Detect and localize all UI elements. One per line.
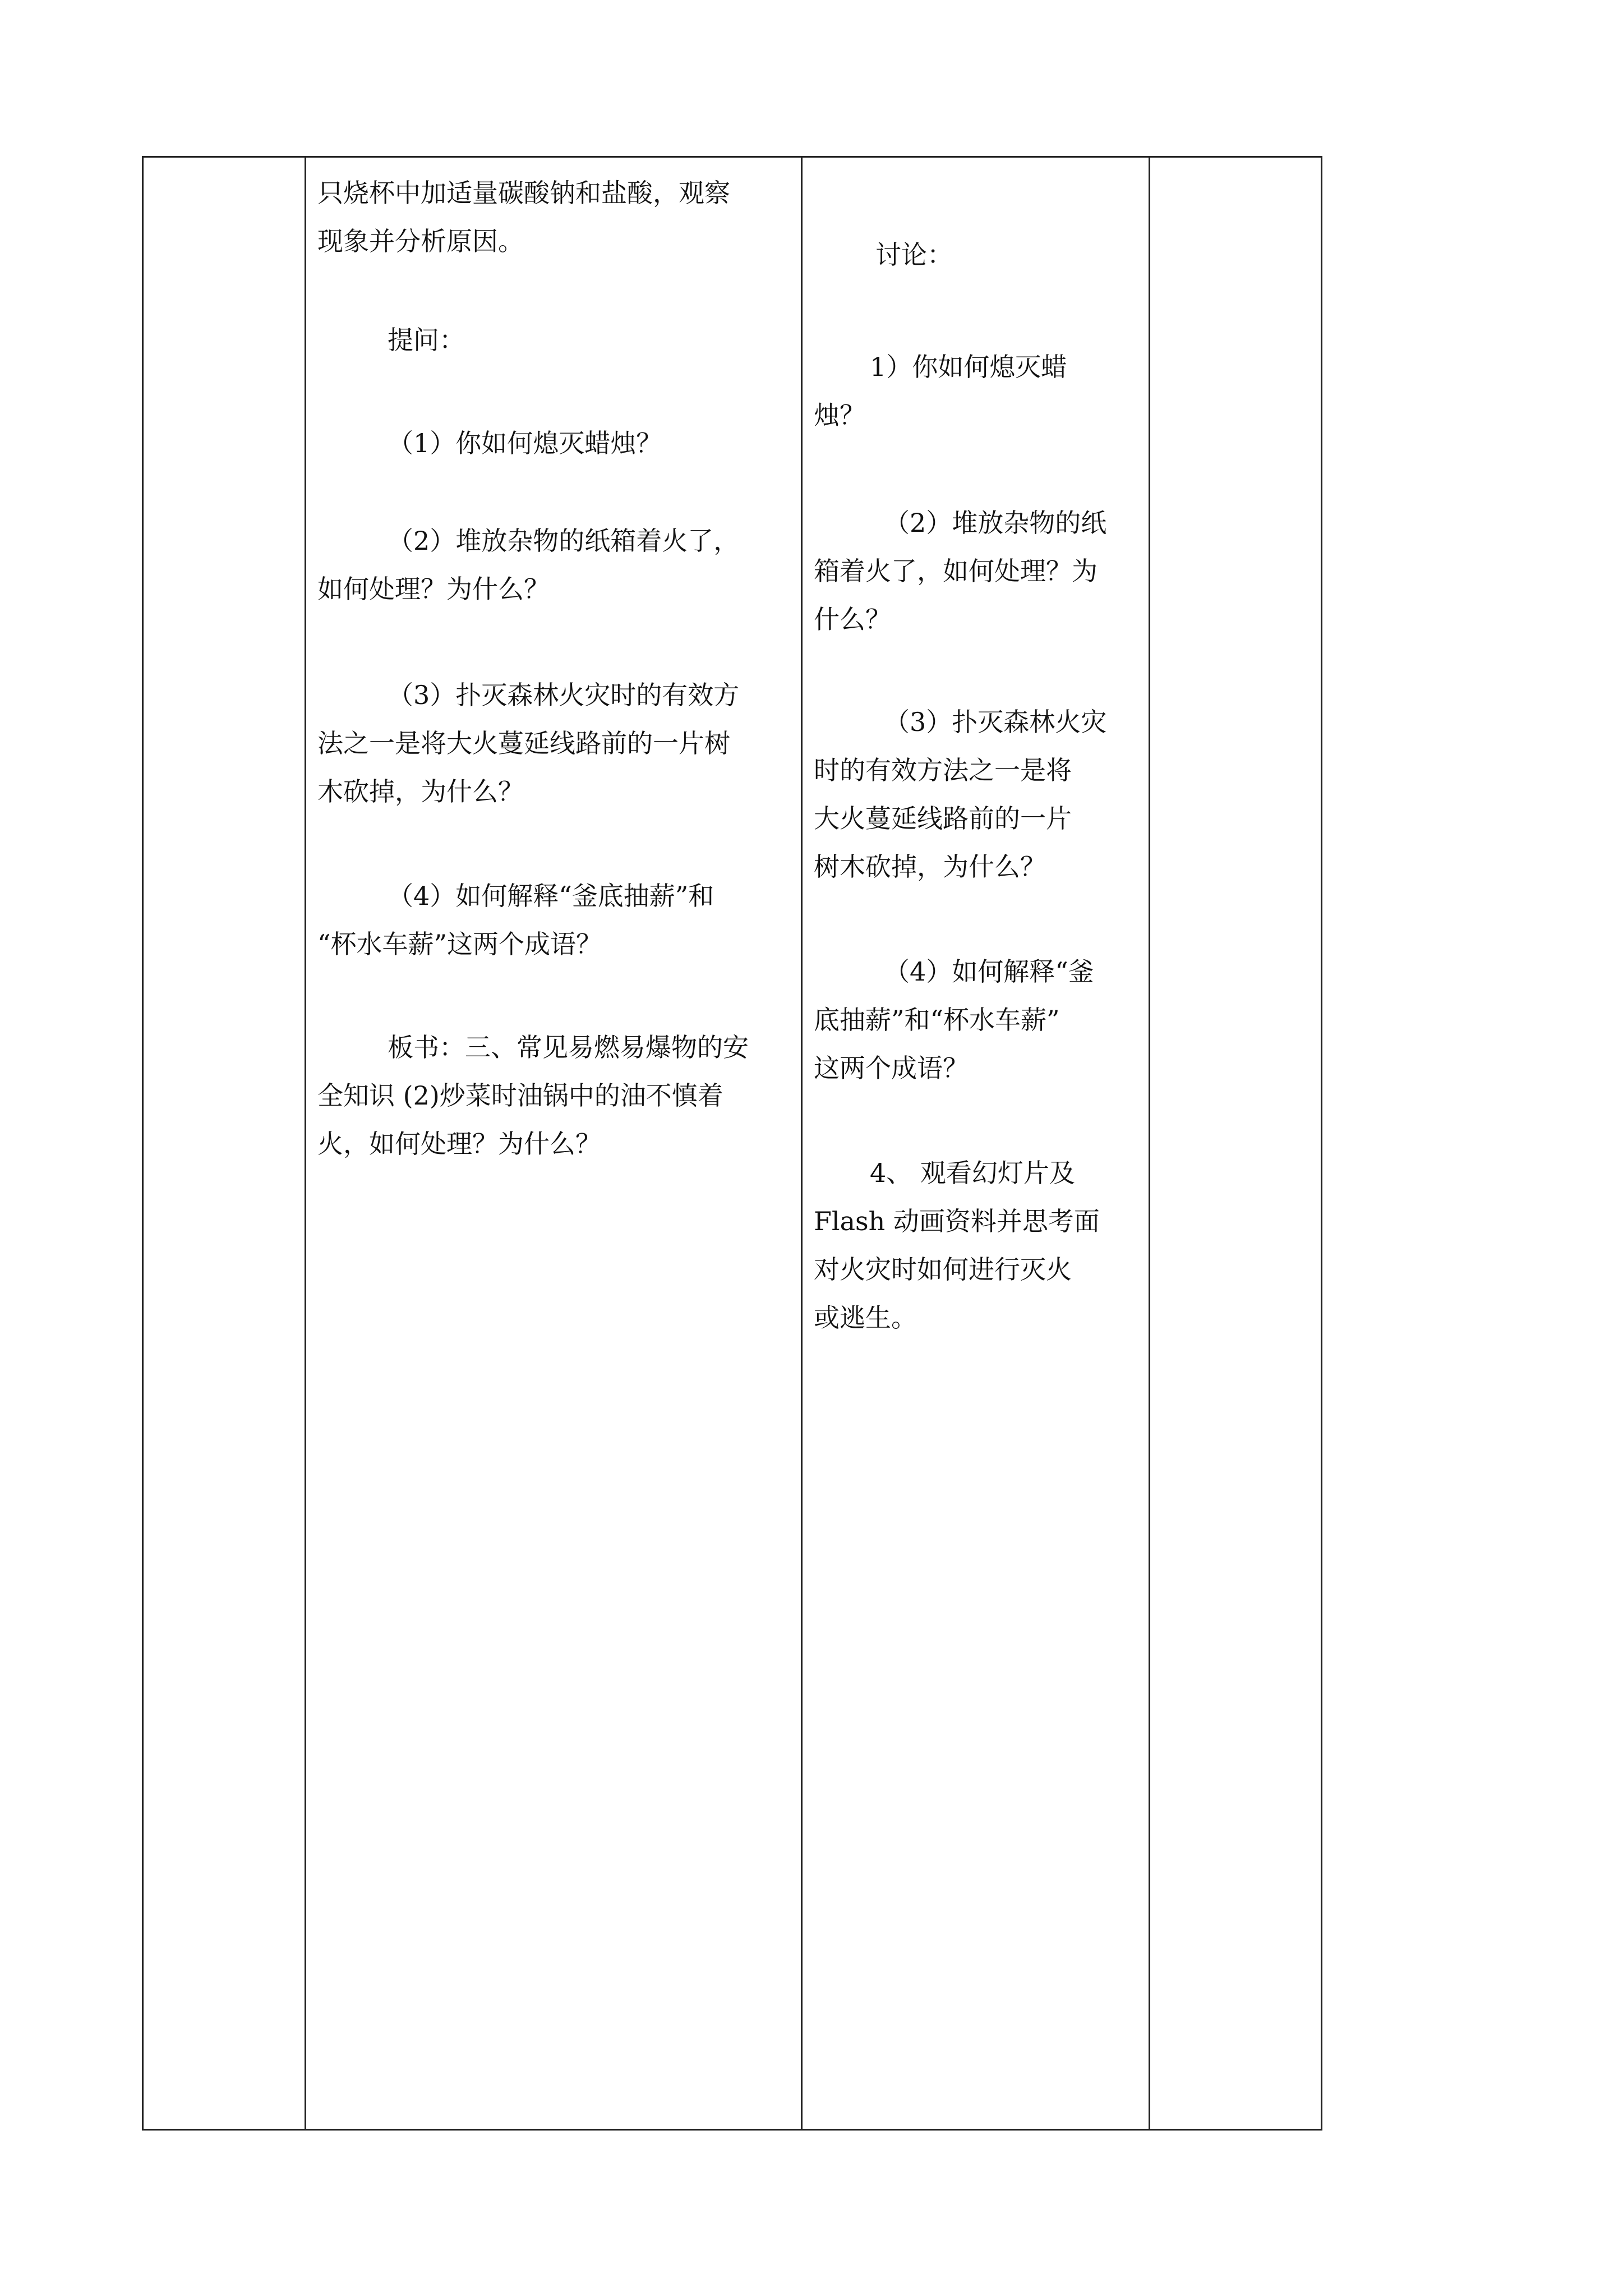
student-line: （4）如何解释“釜 bbox=[884, 956, 1094, 987]
teacher-line: （3）扑灭森林火灾时的有效方 bbox=[388, 680, 740, 710]
student-line: 或逃生。 bbox=[814, 1303, 917, 1333]
table-column-4 bbox=[1150, 158, 1321, 2129]
teacher-line: 提问： bbox=[388, 325, 465, 355]
student-line: 什么？ bbox=[814, 604, 891, 634]
student-line: 对火灾时如何进行灭火 bbox=[814, 1254, 1072, 1285]
teacher-line: 板书：三、常见易燃易爆物的安 bbox=[388, 1032, 749, 1062]
student-line: 1）你如何熄灭蜡 bbox=[870, 352, 1067, 382]
teacher-activity-column bbox=[306, 158, 803, 2129]
teacher-line: “杯水车薪”这两个成语？ bbox=[317, 929, 602, 959]
teacher-line: （2）堆放杂物的纸箱着火了， bbox=[388, 526, 740, 556]
student-line: 底抽薪”和“杯水车薪” bbox=[814, 1005, 1060, 1035]
student-line: 箱着火了，如何处理？为 bbox=[814, 556, 1098, 586]
student-line: 讨论： bbox=[875, 240, 953, 270]
student-line: 烛？ bbox=[814, 400, 865, 430]
student-line: 树木砍掉，为什么？ bbox=[814, 852, 1046, 882]
teacher-line: 现象并分析原因。 bbox=[317, 226, 524, 256]
teacher-line: （4）如何解释“釜底抽薪”和 bbox=[388, 881, 714, 911]
teacher-line: 如何处理？为什么？ bbox=[317, 574, 550, 604]
teacher-line: 火，如何处理？为什么？ bbox=[317, 1129, 601, 1159]
student-line: 这两个成语？ bbox=[814, 1053, 969, 1083]
student-line: 4、 观看幻灯片及 bbox=[870, 1158, 1075, 1188]
teacher-line: 木砍掉，为什么？ bbox=[317, 776, 524, 807]
student-line: （2）堆放杂物的纸 bbox=[884, 508, 1107, 538]
teacher-line: 全知识 (2)炒菜时油锅中的油不慎着 bbox=[317, 1080, 723, 1111]
teacher-line: 法之一是将大火蔓延线路前的一片树 bbox=[317, 728, 730, 758]
student-line: 大火蔓延线路前的一片 bbox=[814, 803, 1072, 834]
table-column-1 bbox=[144, 158, 306, 2129]
student-activity-column bbox=[803, 158, 1150, 2129]
teacher-line: 只烧杯中加适量碳酸钠和盐酸，观察 bbox=[317, 178, 730, 208]
teacher-line: （1）你如何熄灭蜡烛？ bbox=[388, 428, 662, 458]
student-line: Flash 动画资料并思考面 bbox=[814, 1206, 1100, 1236]
student-line: （3）扑灭森林火灾 bbox=[884, 707, 1107, 737]
lesson-plan-table bbox=[142, 156, 1322, 2131]
student-line: 时的有效方法之一是将 bbox=[814, 755, 1072, 785]
